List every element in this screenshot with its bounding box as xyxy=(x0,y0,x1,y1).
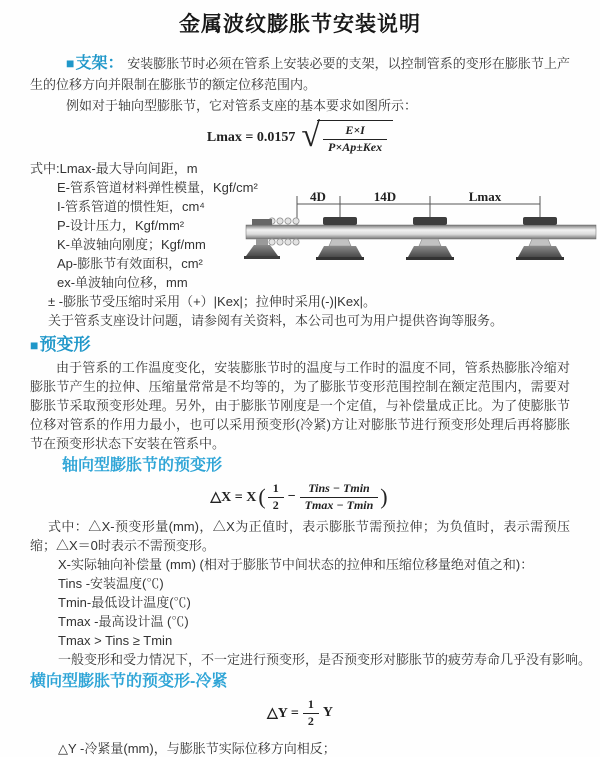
axial-definition-line: Tmax -最高设计温 (℃) xyxy=(58,614,189,630)
lmax-formula-lhs: Lmax = 0.0157 xyxy=(206,129,296,145)
lmax-frac-numerator: E×I xyxy=(345,123,365,137)
support-section-label xyxy=(66,55,124,72)
definition-list xyxy=(30,159,570,330)
definition-line: I-管系管道的惯性矩，cm⁴ xyxy=(57,199,205,215)
support-body-text: 安装膨胀节时必须在管系上安装必要的支架，以控制管系的变形在膨胀节上产生的位移方向并限制在膨胀节的额定位移范围内。 xyxy=(30,56,570,92)
definition-line: K-单波轴向刚度；Kgf/mm xyxy=(57,237,206,253)
support-label-text: 支架： xyxy=(75,55,124,72)
definition-line: 式中:Lmax-最大导向间距，m xyxy=(30,161,198,177)
axial-definition-line: X-实际轴向补偿量 (mm) (相对于膨胀节中间状态的拉伸和压缩位移量绝对值之和)： xyxy=(58,557,534,573)
close-paren: ) xyxy=(380,484,388,510)
lateral-subheading: 横向型膨胀节的预变形-冷紧 xyxy=(30,673,228,691)
pipe xyxy=(246,225,596,239)
dim-label-lmax: Lmax xyxy=(468,189,502,205)
dy-formula-rhs: Y xyxy=(322,705,333,721)
axial-subheading: 轴向型膨胀节的预变形 xyxy=(62,457,223,475)
definition-line: P-设计压力，Kgf/mm² xyxy=(57,218,185,234)
pipe-support-diagram xyxy=(240,188,598,266)
dx-temp-numerator: Tins − Tmin xyxy=(308,481,370,496)
open-paren: ( xyxy=(258,484,266,510)
document-page xyxy=(0,12,600,757)
axial-definition-line: Tmax > Tins ≥ Tmin xyxy=(58,633,173,649)
axial-definition-line: Tins -安装温度(℃) xyxy=(58,576,164,592)
dy-half-numerator: 1 xyxy=(307,697,314,712)
page-title: 金属波纹膨胀节安装说明 xyxy=(179,13,421,36)
dx-where-paragraph: 式中：△X-预变形量(mm)，△X为正值时，表示膨胀节需预拉伸；为负值时，表示需预压缩；△X＝0时表示不需预变形。 xyxy=(30,519,570,554)
dy-half-denominator: 2 xyxy=(303,713,319,730)
axial-note-line: 一般变形和受力情况下，不一定进行预变形，是否预变形对膨胀节的疲劳寿命几乎没有影响。 xyxy=(58,652,592,668)
delta-y-formula xyxy=(30,697,570,729)
definition-line: ex-单波轴向位移，mm xyxy=(57,275,188,291)
lmax-frac-denominator: P×Ap±Kex xyxy=(323,139,387,156)
preform-heading-text: 预变形 xyxy=(39,335,91,355)
dx-half-numerator: 1 xyxy=(272,481,279,496)
dx-half-denominator: 2 xyxy=(268,497,284,514)
minus-sign: − xyxy=(287,489,296,505)
definition-line: E-管系管道材料弹性模量，Kgf/cm² xyxy=(57,180,258,196)
dim-label-14d: 14D xyxy=(373,189,397,205)
sqrt-radical xyxy=(295,116,393,155)
definition-line: ± -膨胀节受压缩时采用（+）|Kex|；拉伸时采用(-)|Kex|。 xyxy=(48,294,376,310)
support-example-line: 例如对于轴向型膨胀节，它对管系支座的基本要求如图所示： xyxy=(66,98,418,113)
preform-section-heading xyxy=(30,334,570,356)
section-bullet-square-icon: ■ xyxy=(66,55,75,71)
support-paragraph xyxy=(30,53,570,95)
radical-sign: √ xyxy=(301,116,321,154)
lmax-formula xyxy=(30,116,570,155)
preform-paragraph: 由于管系的工作温度变化，安装膨胀节时的温度与工作时的温度不同，管系热膨胀冷缩对膨胀节产生的拉伸、压缩量常常是不均等的，为了膨胀节变形范围控制在额定范围内，需要对膨胀节采取预变形处理。另外，由于膨胀节刚度是一个定值，与补偿量成正比。为了使膨胀节位移对管系的作用力最小，也可以采用预变形(冷紧)方让对膨胀节进行预变形处理后再将膨胀节在预变形状态下安装在管系中。 xyxy=(30,360,570,452)
dx-formula-lhs: △X = X xyxy=(210,489,257,505)
dx-temp-denominator: Tmax − Tmin xyxy=(300,497,379,514)
definition-line: Ap-膨胀节有效面积，cm² xyxy=(57,256,203,272)
lateral-note-line: △Y -冷紧量(mm)，与膨胀节实际位移方向相反； xyxy=(58,740,336,756)
dim-label-4d: 4D xyxy=(310,189,326,205)
dy-formula-lhs: △Y = xyxy=(267,705,299,721)
definition-line: 关于管系支座设计问题，请参阅有关资料，本公司也可为用户提供咨询等服务。 xyxy=(48,313,504,329)
delta-x-formula xyxy=(30,481,570,513)
axial-definition-line: Tmin-最低设计温度(℃) xyxy=(58,595,191,611)
section-bullet-square-icon: ■ xyxy=(30,337,39,354)
